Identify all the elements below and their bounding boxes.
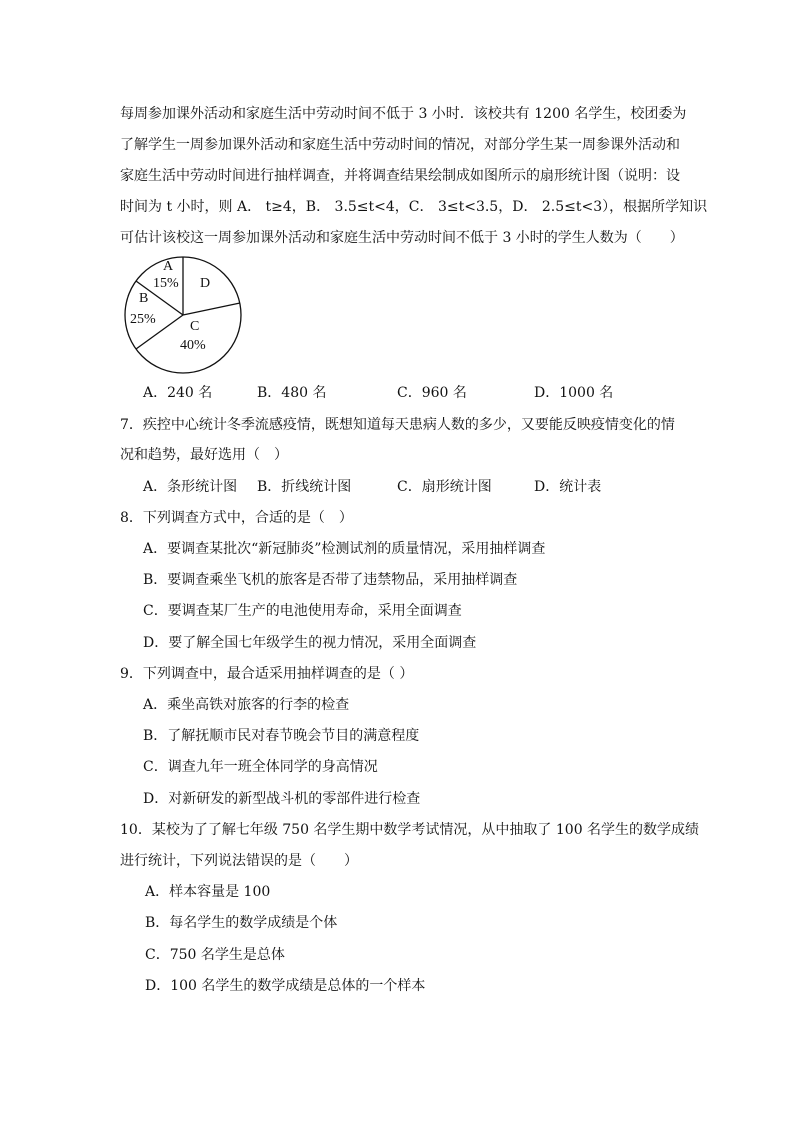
q10-line-1: 10．某校为了了解七年级 750 名学生期中数学考试情况，从中抽取了 100 名学生的数学成绩 <box>120 822 700 838</box>
q6-option-d[interactable]: D．1000 名 <box>534 385 614 401</box>
slice-a-label: A <box>163 259 174 274</box>
q10-option-c[interactable]: C．750 名学生是总体 <box>145 947 285 963</box>
q6-line-2: 了解学生一周参加课外活动和家庭生活中劳动时间的情况，对部分学生某一周参课外活动和 <box>120 137 680 153</box>
q6-line-3: 家庭生活中劳动时间进行抽样调查，并将调查结果绘制成如图所示的扇形统计图（说明：设 <box>120 168 680 184</box>
q9-option-a[interactable]: A．乘坐高铁对旅客的行李的检查 <box>143 697 350 713</box>
q6-line-5: 可估计该校这一周参加课外活动和家庭生活中劳动时间不低于 3 小时的学生人数为（ ） <box>120 230 684 246</box>
q9-option-d[interactable]: D．对新研发的新型战斗机的零部件进行检查 <box>143 791 421 807</box>
q7-option-c[interactable]: C．扇形统计图 <box>397 479 492 495</box>
q10-option-b[interactable]: B．每名学生的数学成绩是个体 <box>145 915 338 931</box>
q10-option-d[interactable]: D．100 名学生的数学成绩是总体的一个样本 <box>145 978 426 994</box>
pie-chart <box>122 253 244 377</box>
q6-line-1: 每周参加课外活动和家庭生活中劳动时间不低于 3 小时．该校共有 1200 名学生，校团委为 <box>120 106 687 122</box>
q7-option-b[interactable]: B．折线统计图 <box>257 479 352 495</box>
q6-option-a[interactable]: A．240 名 <box>143 385 213 401</box>
q6-line-4: 时间为 t 小时，则 A． t≥4，B． 3.5≤t<4，C． 3≤t<3.5，D． 2.5≤t<3），根据所学知识 <box>120 199 708 215</box>
q8-option-d[interactable]: D．要了解全国七年级学生的视力情况，采用全面调查 <box>143 635 477 651</box>
q10-option-a[interactable]: A．样本容量是 100 <box>145 884 271 900</box>
q7-option-d[interactable]: D．统计表 <box>534 479 602 495</box>
q7-line-1: 7．疾控中心统计冬季流感疫情，既想知道每天患病人数的多少，又要能反映疫情变化的情 <box>120 417 675 433</box>
slice-a-percent: 15% <box>153 276 179 291</box>
slice-b-label: B <box>139 291 149 306</box>
q9-stem: 9．下列调查中，最合适采用抽样调查的是（ ） <box>120 666 414 682</box>
q9-option-c[interactable]: C．调查九年一班全体同学的身高情况 <box>143 759 378 775</box>
slice-c-percent: 40% <box>180 338 206 353</box>
q9-option-b[interactable]: B．了解抚顺市民对春节晚会节目的满意程度 <box>143 728 420 744</box>
q7-option-a[interactable]: A．条形统计图 <box>143 479 238 495</box>
q10-line-2: 进行统计，下列说法错误的是（ ） <box>120 853 358 869</box>
q8-option-a[interactable]: A．要调查某批次“新冠肺炎”检测试剂的质量情况，采用抽样调查 <box>143 541 546 557</box>
slice-b-percent: 25% <box>130 312 156 327</box>
q8-stem: 8．下列调查方式中，合适的是（ ） <box>120 510 353 526</box>
q6-option-c[interactable]: C．960 名 <box>397 385 467 401</box>
q7-line-2: 况和趋势，最好选用（ ） <box>120 447 288 463</box>
q8-option-c[interactable]: C．要调查某厂生产的电池使用寿命，采用全面调查 <box>143 603 462 619</box>
slice-c-label: C <box>190 319 200 334</box>
q6-option-b[interactable]: B．480 名 <box>257 385 327 401</box>
slice-d-label: D <box>200 276 211 291</box>
q8-option-b[interactable]: B．要调查乘坐飞机的旅客是否带了违禁物品，采用抽样调查 <box>143 572 518 588</box>
